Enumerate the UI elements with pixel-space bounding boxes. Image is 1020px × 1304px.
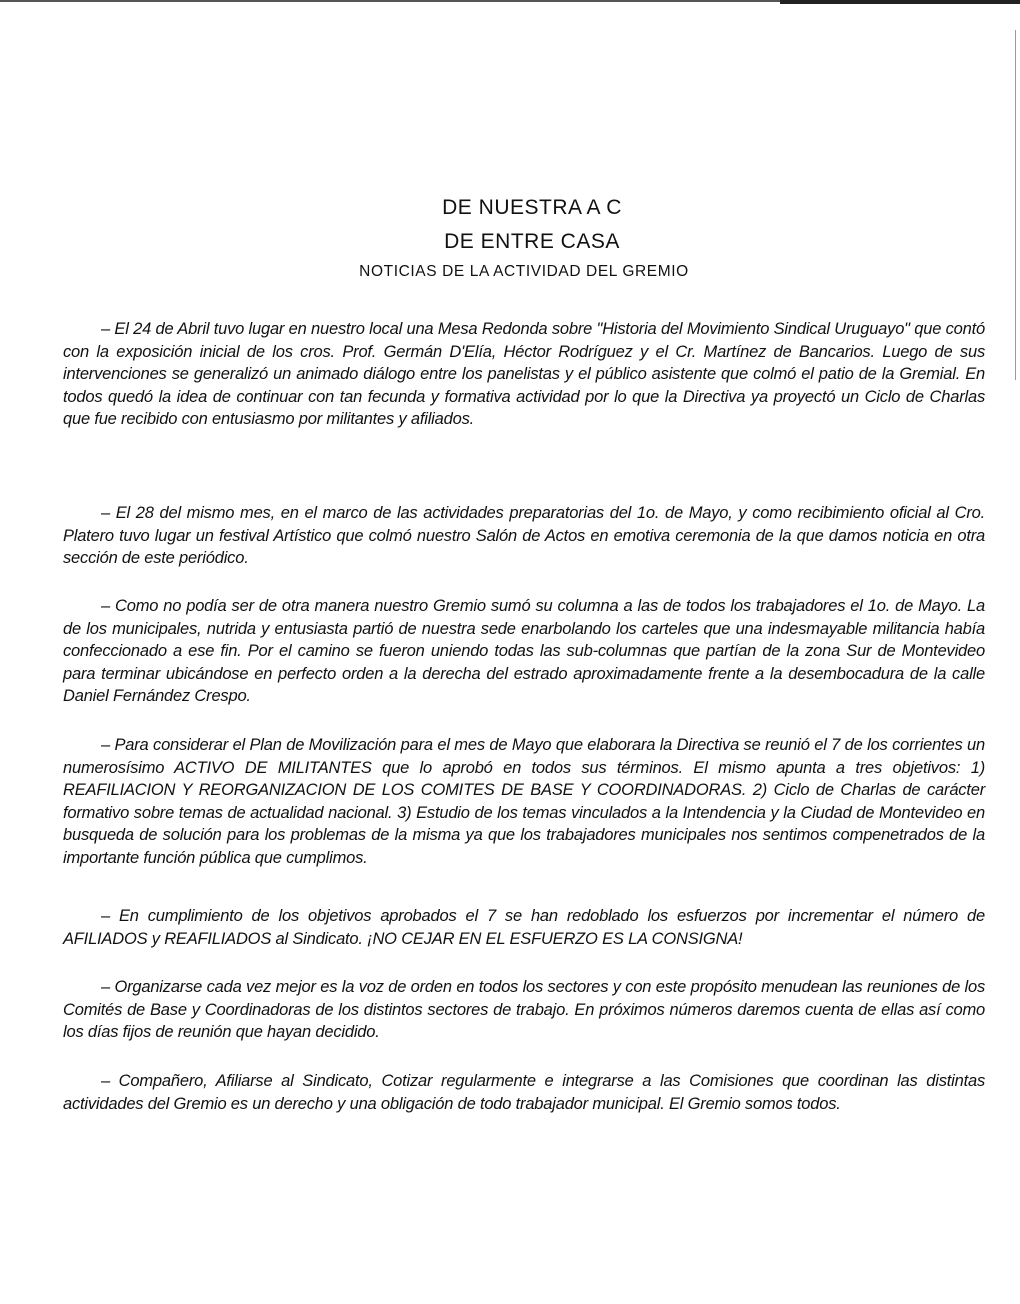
heading-line-2: DE ENTRE CASA xyxy=(444,230,620,253)
paragraph-primero-de-mayo: – Como no podía ser de otra manera nuestro Gremio sumó su columna a las de todos los trabajadores el 1o. de Mayo. La de los municipales, nutrida y entusiasta partió de nuestra sede enarbolando los carteles que una indesmayable militancia había confeccionado a ese fin. Por el camino se fueron uniendo todas las sub-columnas que partían de la zona Sur de Montevideo para terminar ubicándose en perfecto orden a la derecha del estrado aproximadamente frente a la desembocadura de la calle Daniel Fernández Crespo. xyxy=(63,597,985,705)
paragraph-organizarse: – Organizarse cada vez mejor es la voz de orden en todos los sectores y con este propósito menudean las reuniones de los Comités de Base y Coordinadoras de los distintos sectores de trabajo. En próximos números daremos cuenta de ellas así como los días fijos de reunión que hayan decidido. xyxy=(63,978,985,1041)
heading-line-1: DE NUESTRA A C xyxy=(442,196,622,219)
paragraph-mesa-redonda: – El 24 de Abril tuvo lugar en nuestro local una Mesa Redonda sobre "Historia del Movimiento Sindical Uruguayo" que contó con la exposición inicial de los cros. Prof. Germán D'Elía, Héctor Rodríguez y el Cr. Martínez de Bancarios. Luego de sus intervenciones se generalizó un animado diálogo entre los panelistas y el público asistente que colmó el patio de la Gremial. En todos quedó la idea de continuar con tan fecunda y formativa actividad por lo que la Directiva ya proyectó un Ciclo de Charlas que fue recibido con entusiasmo por militantes y afiliados. xyxy=(63,320,985,428)
subheading: NOTICIAS DE LA ACTIVIDAD DEL GREMIO xyxy=(359,263,689,280)
paragraph-afiliados: – En cumplimiento de los objetivos aprobados el 7 se han redoblado los esfuerzos por incrementar el número de AFILIADOS y REAFILIADOS al Sindicato. ¡NO CEJAR EN EL ESFUERZO ES LA CONSIGNA! xyxy=(63,907,985,948)
paragraph-plan-movilizacion: – Para considerar el Plan de Movilización para el mes de Mayo que elaborara la Directiva se reunió el 7 de los corrientes un numerosísimo ACTIVO DE MILITANTES que lo aprobó en todos sus términos. El mismo apunta a tres objetivos: 1) REAFILIACION Y REORGANIZACION DE LOS COMITES DE BASE Y COORDINADORAS. 2) Ciclo de Charlas de carácter formativo sobre temas de actualidad nacional. 3) Estudio de los temas vinculados a la Intendencia y la Ciudad de Montevideo en busqueda de solución para los problemas de la misma ya que los trabajadores municipales nos sentimos compenetrados de la importante función pública que cumplimos. xyxy=(63,736,985,867)
paragraph-festival: – El 28 del mismo mes, en el marco de las actividades preparatorias del 1o. de Mayo, y como recibimiento oficial al Cro. Platero tuvo lugar un festival Artístico que colmó nuestro Salón de Actos en emotiva ceremonia de la que damos noticia en otra sección de este periódico. xyxy=(63,504,985,567)
top-right-scan-bar xyxy=(780,0,1020,4)
paragraph-companero: – Compañero, Afiliarse al Sindicato, Cotizar regularmente e integrarse a las Comisiones que coordinan las distintas actividades del Gremio es un derecho y una obligación de todo trabajador municipal. El Gremio somos todos. xyxy=(63,1072,985,1113)
